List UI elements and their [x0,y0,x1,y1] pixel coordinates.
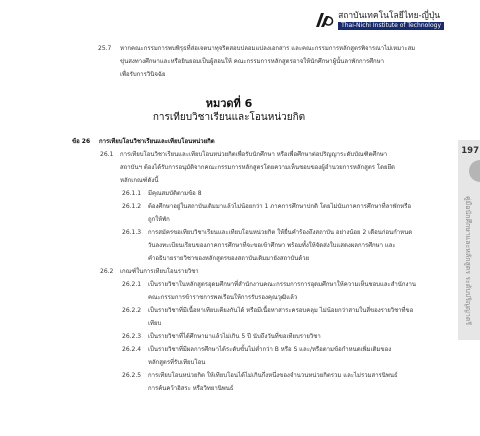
item-26-1-2-number: 26.1.2 [122,203,142,210]
page-number: 197 [461,146,479,156]
clause-26-1-line-2: สถาบันฯ ต้องได้รับการอนุมัติจากคณะกรรมการหลักสูตรโดยความเห็นชอบของผู้อำนวยการหลักสูตร โดยยึด [120,164,395,171]
item-26-2-2-line-1: เป็นรายวิชาที่มีเนื้อหาเทียบเคียงกันได้ หรือมีเนื้อหาสาระครอบคลุม ไม่น้อยกว่าสามในสี่ของรายวิชาที่ขอ [148,307,414,314]
clause-26-label: ข้อ 26 [72,138,91,145]
brand-name-en: Thai-Nichi Institute of Technology [338,22,444,30]
clause-25-7-line-3: เพื่อรับการวินิจฉัย [120,71,166,78]
item-26-2-2-number: 26.2.2 [122,307,142,314]
item-26-1-3-line-1: การสมัครขอเทียบวิชาเรียนและเทียบโอนหน่วยกิต ให้ยื่นคำร้องถึงสถาบัน อย่างน้อย 2 เดือนก่อนกำหนด [148,229,413,236]
item-26-1-1-line-1: มีคุณสมบัติตามข้อ 8 [148,190,202,197]
clause-26-1-line-3: หลักเกณฑ์ดังนี้ [120,177,159,184]
clause-26-title: การเทียบโอนวิชาเรียนและเทียบโอนหน่วยกิต [99,138,215,145]
clause-26-1-number: 26.1 [100,151,114,158]
clause-26-2-number: 26.2 [100,268,114,275]
item-26-2-1-line-2: คณะกรรมการข้าราชการพลเรือนให้การรับรองคุณวุฒิแล้ว [148,294,298,301]
item-26-1-2-line-2: ถูกให้พัก [148,216,170,223]
brand [338,11,444,30]
brand-name: สถาบันเทคโนโลยีไทย-ญี่ปุ่น [338,10,441,21]
item-26-2-3-line-1: เป็นรายวิชาที่ได้ศึกษามาแล้วไม่เกิน 5 ปี นับถึงวันที่ขอเทียบรายวิชา [148,333,321,340]
item-26-2-4-line-1: เป็นรายวิชาที่มีผลการศึกษาได้ระดับขั้นไม่ต่ำกว่า B หรือ S และ/หรือตามข้อกำหนดเพิ่มเติมของ [148,346,392,353]
item-26-2-5-line-1: การเทียบโอนหน่วยกิต ให้เทียบโอนได้ไม่เกินกึ่งหนึ่งของจำนวนหน่วยกิตรวม และไม่รวมสารนิพนธ์ [148,372,398,379]
item-26-1-2-line-1: ต้องศึกษาอยู่ในสถาบันเดิมมาแล้วไม่น้อยกว่า 1 ภาคการศึกษาปกติ โดยไม่นับภาคการศึกษาที่ลาพักหรือ [148,203,412,210]
item-26-1-1-number: 26.1.1 [122,190,142,197]
item-26-2-4-number: 26.2.4 [122,346,142,353]
logo-mark-icon [314,10,334,30]
item-26-2-3-number: 26.2.3 [122,333,142,340]
side-caption: คู่มือนักศึกษาและหลักสูตร ระดับปริญญาตรี [464,196,472,326]
clause-25-7-number: 25.7 [98,45,112,52]
institute-logo [314,10,334,30]
item-26-2-1-line-1: เป็นรายวิชาในหลักสูตรอุดมศึกษาที่สำนักงานคณะกรรมการการอุดมศึกษาให้ความเห็นชอบและสำนักงาน [148,281,416,288]
page-header [314,10,444,30]
item-26-2-5-line-2: การค้นคว้าอิสระ หรือวิทยานิพนธ์ [148,385,234,392]
item-26-2-2-line-2: เทียบ [148,320,162,327]
clause-26-1-line-1: การเทียบโอนวิชาเรียนและเทียบโอนหน่วยกิตเพื่อรับนักศึกษา หรือเพื่อศึกษาต่อปริญญาระดับบัณฑิตศึกษา [120,151,388,158]
clause-25-7-line-2: ขุ่นสงทางศึกษาและหรือยินยอมเป็นผู้สอนให้ คณะกรรมการหลักสูตรอาจให้นักศึกษาผู้นั้นลาพักการศึกษา [120,58,385,65]
item-26-2-5-number: 26.2.5 [122,372,142,379]
chapter-number: หมวดที่ 6 [205,97,253,110]
item-26-1-3-line-3: คำอธิบายรายวิชาของหลักสูตรของสถาบันเดิมมายังสถาบันด้วย [148,255,310,262]
item-26-1-3-line-2: วันลงทะเบียนเรียนของภาคการศึกษาที่จะขอเข้าศึกษา พร้อมทั้งให้จัดส่งใบแสดงผลการศึกษา และ [148,242,396,249]
item-26-2-4-line-2: หลักสูตรที่รับเทียบโอน [148,359,206,366]
item-26-2-1-number: 26.2.1 [122,281,142,288]
item-26-1-3-number: 26.1.3 [122,229,142,236]
clause-25-7-line-1: หากคณะกรรมการพบพิรุธที่ส่อเจตนาทุจริตสอบปลอมแปลงเอกสาร และคณะกรรมการหลักสูตรพิจารณาไม่เหมาะสม [120,45,416,52]
clause-26-2-line-1: เกณฑ์ในการเทียบโอนรายวิชา [120,268,199,275]
chapter-title: การเทียบวิชาเรียนและโอนหน่วยกิต [152,112,306,123]
